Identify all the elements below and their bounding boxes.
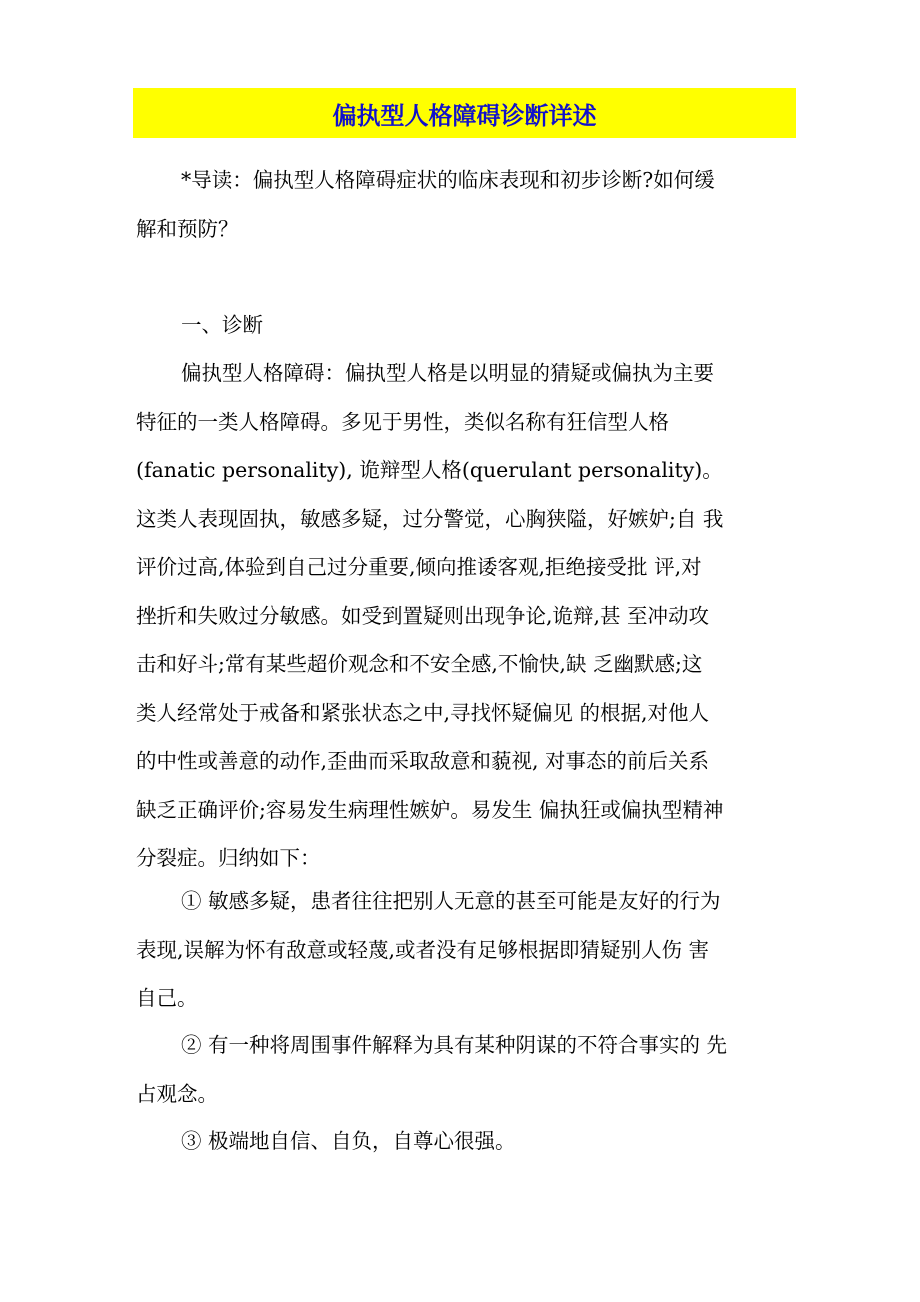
definition-line: 类人经常处于戒备和紧张状态之中,寻找怀疑偏见 的根据,对他人 [136,700,710,725]
guide-line: 解和预防？ [136,216,239,241]
definition-line: 这类人表现固执，敏感多疑，过分警觉，心胸狭隘，好嫉妒;自 我 [136,506,724,531]
list-item-line: ③ 极端地自信、自负，自尊心很强。 [181,1129,516,1153]
definition-line: 分裂症。归纳如下： [136,846,321,870]
definition-line: 评价过高,体验到自己过分重要,倾向推诿客观,拒绝接受批 评,对 [136,555,702,579]
list-item-line: ② 有一种将周围事件解释为具有某种阴谋的不符合事实的 先 [181,1033,728,1057]
document-title: 偏执型人格障碍诊断详述 [332,101,597,130]
section-heading-paragraph [136,301,796,350]
list-item-line: 占观念。 [136,1081,218,1106]
definition-line: 击和好斗;常有某些超价观念和不安全感,不愉快,缺 乏幽默感;这 [136,652,703,676]
guide-paragraph [136,156,796,253]
definition-line: 的中性或善意的动作,歪曲而采取敌意和藐视, 对事态的前后关系 [136,749,710,773]
list-item-line: ① 敏感多疑，患者往往把别人无意的甚至可能是友好的行为 [181,889,721,913]
definition-line: 特征的一类人格障碍。多见于男性，类似名称有狂信型人格 [136,409,669,434]
list-item-3 [136,1117,796,1166]
definition-line: 挫折和失败过分敏感。如受到置疑则出现争论,诡辩,甚 至冲动攻 [136,603,710,628]
section-heading: 一、诊断 [181,313,263,337]
list-item-line: 表现,误解为怀有敌意或轻蔑,或者没有足够根据即猜疑别人伤 害 [136,937,710,962]
definition-paragraph [136,349,796,883]
definition-line: 缺乏正确评价;容易发生病理性嫉妒。易发生 偏执狂或偏执型精神 [136,797,724,822]
definition-line: (fanatic personality), 诡辩型人格(querulant personality)。 [136,458,723,482]
list-item-line: 自己。 [136,986,198,1010]
list-item-1 [136,877,796,1023]
guide-line: *导读：偏执型人格障碍症状的临床表现和初步诊断?如何缓 [181,168,715,192]
definition-line: 偏执型人格障碍：偏执型人格是以明显的猜疑或偏执为主要 [181,361,714,385]
title-banner [133,88,796,138]
list-item-2 [136,1021,796,1118]
